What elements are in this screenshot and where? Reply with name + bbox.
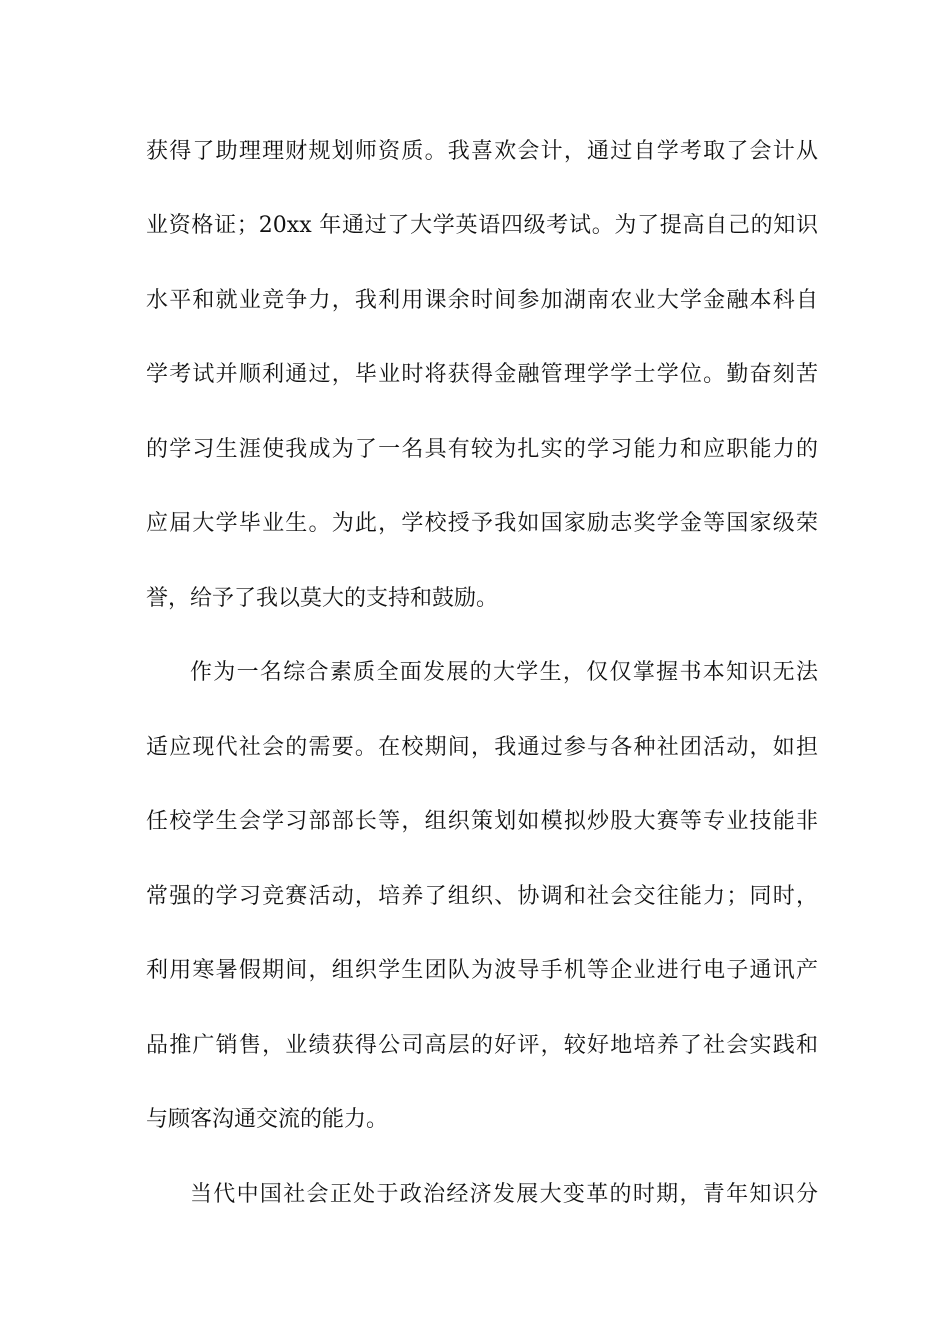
paragraph-1-line-1: 获得了助理理财规划师资质。我喜欢会计，通过自学考取了会计从 [146,139,818,164]
paragraph-2-line-4: 常强的学习竞赛活动，培养了组织、协调和社会交往能力；同时， [146,884,818,909]
paragraph-2-line-7: 与顾客沟通交流的能力。 [146,1107,389,1132]
paragraph-1-line-3: 水平和就业竞争力，我利用课余时间参加湖南农业大学金融本科自 [146,288,818,313]
paragraph-1-line-2: 业资格证；20xx 年通过了大学英语四级考试。为了提高自己的知识 [146,213,818,238]
paragraph-2-line-2: 适应现代社会的需要。在校期间，我通过参与各种社团活动，如担 [146,735,818,760]
paragraph-1-line-6: 应届大学毕业生。为此，学校授予我如国家励志奖学金等国家级荣 [146,511,818,536]
paragraph-3-line-1: 当代中国社会正处于政治经济发展大变革的时期，青年知识分 [190,1182,818,1207]
paragraph-2-line-6: 品推广销售，业绩获得公司高层的好评，较好地培养了社会实践和 [146,1033,818,1058]
paragraph-1-line-4: 学考试并顺利通过，毕业时将获得金融管理学学士学位。勤奋刻苦 [146,362,818,387]
paragraph-1-line-5: 的学习生涯使我成为了一名具有较为扎实的学习能力和应职能力的 [146,437,818,462]
paragraph-2-line-1: 作为一名综合素质全面发展的大学生，仅仅掌握书本知识无法 [190,660,818,685]
paragraph-1-line-7: 誉，给予了我以莫大的支持和鼓励。 [146,586,499,611]
paragraph-2-line-3: 任校学生会学习部部长等，组织策划如模拟炒股大赛等专业技能非 [146,809,818,834]
paragraph-2-line-5: 利用寒暑假期间，组织学生团队为波导手机等企业进行电子通讯产 [146,958,818,983]
